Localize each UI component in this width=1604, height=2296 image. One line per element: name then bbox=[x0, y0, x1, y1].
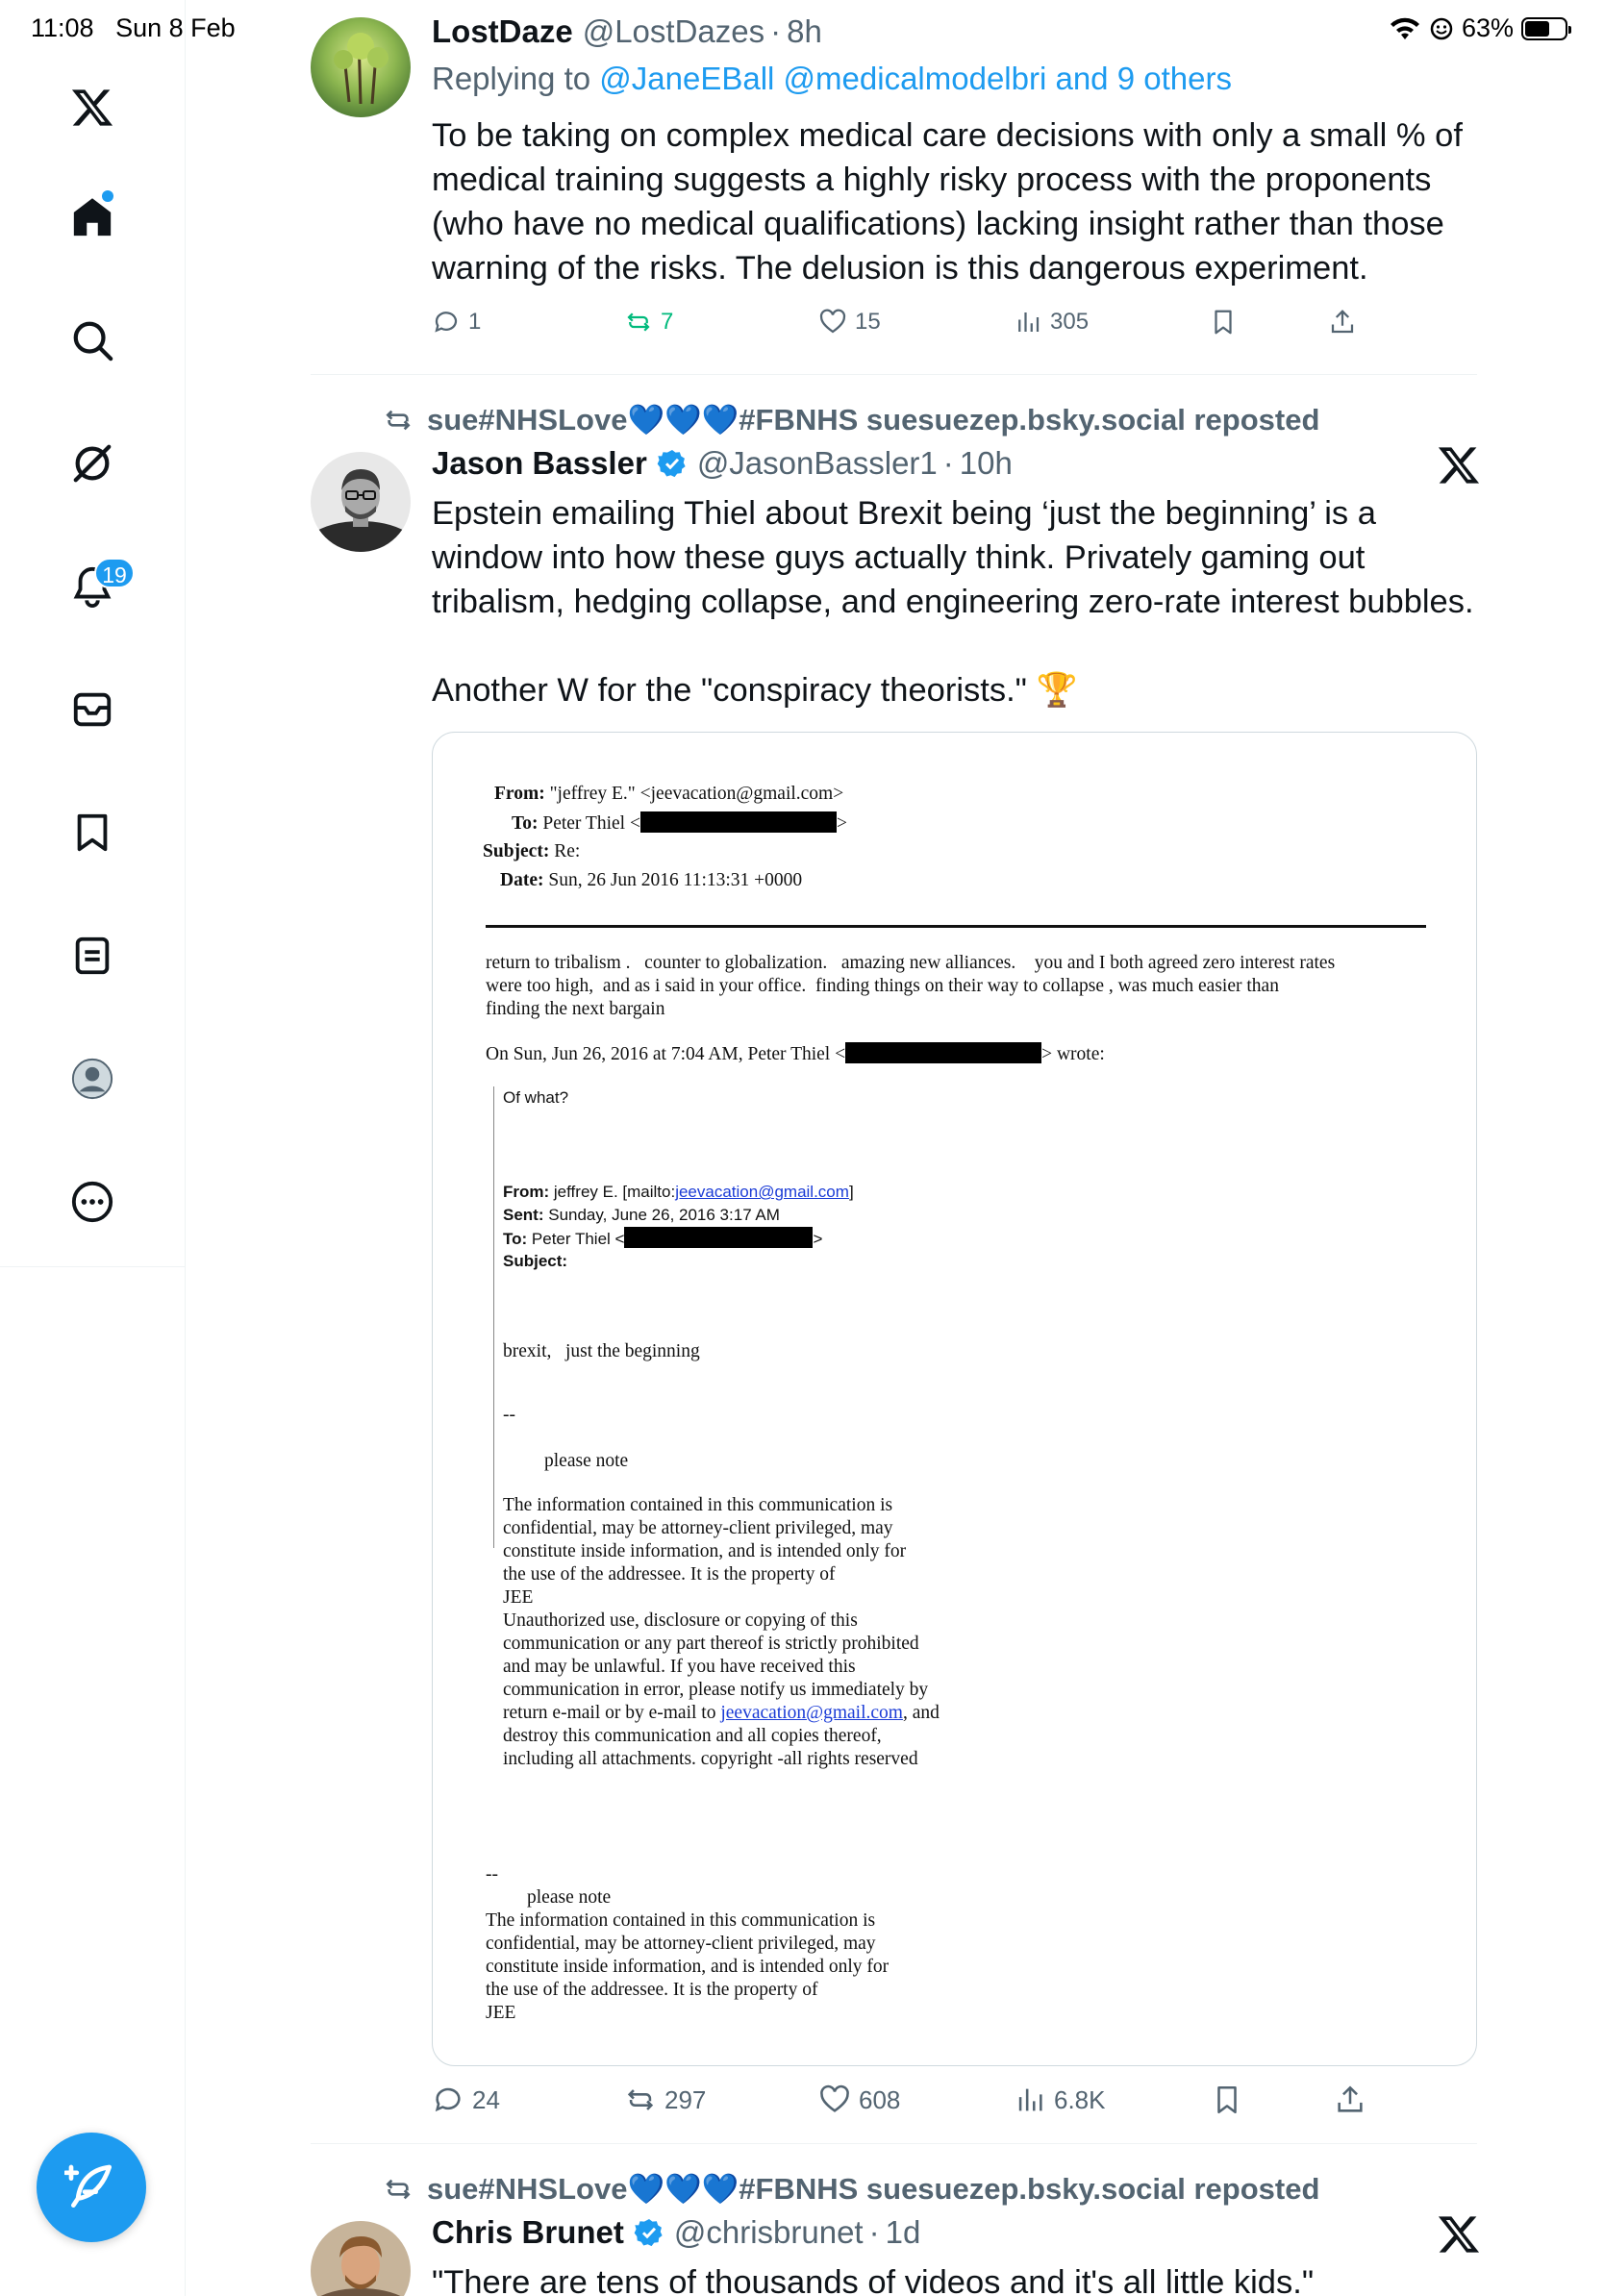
repost-context[interactable]: sue#NHSLove💙💙💙#FBNHS suesuezep.bsky.social reposted bbox=[383, 2171, 1319, 2207]
views-icon bbox=[1014, 2084, 1046, 2116]
x-logo-icon[interactable] bbox=[62, 77, 123, 138]
wifi-icon bbox=[1389, 16, 1421, 41]
email-date-line: Date: Sun, 26 Jun 2016 11:13:31 +0000 bbox=[500, 870, 803, 890]
heart-icon bbox=[818, 308, 847, 337]
display-name[interactable]: LostDaze bbox=[432, 13, 573, 49]
verified-badge-icon bbox=[634, 2217, 664, 2248]
quoted-subject-line: Subject: bbox=[503, 1252, 568, 1270]
separator-dot: · bbox=[942, 445, 954, 481]
sidebar bbox=[0, 0, 186, 1267]
like-button[interactable]: 608 bbox=[818, 2084, 900, 2116]
repost-icon bbox=[383, 405, 414, 436]
avatar[interactable] bbox=[311, 452, 411, 552]
tweet-text: To be taking on complex medical care decisions with only a small % of medical training suggests a highly risky process with the proponents (who have no medical qualifications) lacking insight rather than those warning of the risks. The delusion is this dangerous experiment. bbox=[432, 117, 1463, 287]
reply-icon bbox=[432, 2084, 464, 2116]
quoted-from-line: From: jeffrey E. [mailto:jeevacation@gmail.com] bbox=[503, 1183, 854, 1201]
search-icon[interactable] bbox=[62, 310, 123, 371]
x-source-icon bbox=[1437, 443, 1481, 487]
email-separator bbox=[486, 925, 1426, 928]
bookmark-button[interactable] bbox=[1209, 308, 1238, 337]
verified-badge-icon bbox=[657, 448, 688, 479]
like-button[interactable]: 15 bbox=[818, 308, 881, 337]
redaction bbox=[640, 811, 837, 833]
share-button[interactable] bbox=[1334, 2084, 1366, 2116]
x-source-icon bbox=[1437, 2212, 1481, 2257]
grok-icon[interactable] bbox=[62, 433, 123, 494]
tweet-header bbox=[432, 445, 1013, 482]
battery-level bbox=[1525, 21, 1549, 37]
views-icon bbox=[1014, 308, 1042, 337]
share-icon bbox=[1334, 2084, 1366, 2116]
email-subject-line: Subject: Re: bbox=[483, 841, 581, 861]
status-time: 11:08 Sun 8 Feb bbox=[31, 13, 236, 42]
profile-icon[interactable] bbox=[62, 1048, 123, 1110]
email-body-1: return to tribalism . counter to globalization. amazing new alliances. you and I both agreed zero interest rates bbox=[486, 953, 1336, 973]
avatar[interactable] bbox=[311, 17, 411, 117]
email-body-2: were too high, and as i said in your office. finding things on their way to collapse , was much easier than bbox=[486, 976, 1279, 996]
reply-button[interactable]: 24 bbox=[432, 2084, 500, 2116]
quoted-of-what: Of what? bbox=[503, 1088, 569, 1107]
sig-dash: -- bbox=[503, 1405, 515, 1425]
repost-icon bbox=[624, 2084, 657, 2116]
handle[interactable]: @LostDazes bbox=[582, 13, 765, 49]
quoted-to-line: To: Peter Thiel < > bbox=[503, 1227, 822, 1251]
notifications-badge: 19 bbox=[94, 558, 135, 588]
quote-bar bbox=[493, 1086, 494, 1548]
share-icon bbox=[1328, 308, 1357, 337]
tweet-header bbox=[432, 2214, 920, 2251]
quoted-sent-line: Sent: Sunday, June 26, 2016 3:17 AM bbox=[503, 1206, 780, 1224]
replying-to-link[interactable]: @JaneEBall @medicalmodelbri and 9 others bbox=[599, 61, 1232, 96]
quoted-brexit: brexit, just the beginning bbox=[503, 1341, 700, 1361]
repost-icon bbox=[383, 2174, 414, 2205]
handle[interactable]: @chrisbrunet bbox=[673, 2214, 864, 2250]
please-note: please note bbox=[544, 1451, 629, 1471]
focus-icon bbox=[1429, 16, 1454, 41]
avatar[interactable] bbox=[311, 2221, 411, 2296]
tweet-divider bbox=[311, 2143, 1477, 2144]
redaction bbox=[845, 1042, 1041, 1063]
battery-percent: 63% bbox=[1461, 13, 1514, 42]
compose-button[interactable] bbox=[37, 2133, 146, 2242]
email-quote-header: On Sun, Jun 26, 2016 at 7:04 AM, Peter Thiel < > wrote: bbox=[486, 1044, 1105, 1064]
repost-icon bbox=[624, 308, 653, 337]
repost-button[interactable]: 297 bbox=[624, 2084, 706, 2116]
reply-icon bbox=[432, 308, 461, 337]
share-button[interactable] bbox=[1328, 308, 1357, 337]
tweet-header bbox=[432, 13, 822, 50]
lists-icon[interactable] bbox=[62, 925, 123, 986]
reply-button[interactable]: 1 bbox=[432, 308, 481, 337]
tweet-actions bbox=[432, 308, 1393, 346]
separator-dot: · bbox=[868, 2214, 880, 2250]
separator-dot: · bbox=[770, 13, 782, 49]
home-icon[interactable] bbox=[62, 187, 123, 248]
redaction bbox=[624, 1227, 813, 1248]
repost-context[interactable]: sue#NHSLove💙💙💙#FBNHS suesuezep.bsky.social reposted bbox=[383, 402, 1319, 437]
media-image[interactable]: From: "jeffrey E." <jeevacation@gmail.com> To: Peter Thiel < > Subject: Re: Date: Sun, 26 Jun 2016 11:13:31 +0000 return to tribalism . counter to globalization. amazing new alliances. you and I both agreed zero interest rates were too high, and as i said in your office. finding things on their way to collapse , was much easier than finding the next bargain On Sun, Jun 26, 2016 at 7:04 AM, Peter Thiel < > wrote: Of what? From: jeffrey E. [mailto:jeevacation@gmail.com] Sent: Sunday, June 26, 2016 3:17 AM To: Peter Thiel < > Subject: brexit, just the beginning -- please note The information contained in this communication is confidential, may be attorney-client privileged, may constitute inside information, and is intended only for the use of the addressee. It is the property of JEE Unauthorized use, disclosure or copying of this communication or any part thereof is strictly prohibited and may be unlawful. If you have received this communication in error, please notify us immediately by return e-mail or by e-mail to jeevacation@gmail.com, and destroy this communication and all copies thereof, including all attachments. copyright -all rights reserved -- please note The information contained in this communication is confidential, may be attorney-client privileged, may constitute inside information, and is intended only for the use of the addressee. It is the property of JEE bbox=[432, 732, 1477, 2066]
views-button[interactable]: 305 bbox=[1014, 308, 1089, 337]
notice-email-line: return e-mail or by e-mail to jeevacation@gmail.com, and bbox=[503, 1703, 940, 1723]
tweet-text-2: Another W for the "conspiracy theorists." 🏆 bbox=[432, 672, 1078, 709]
display-name[interactable]: Jason Bassler bbox=[432, 445, 647, 481]
bookmarks-icon[interactable] bbox=[62, 802, 123, 863]
tweet-text: Epstein emailing Thiel about Brexit being ‘just the beginning’ is a window into how these guys actually think. Privately gaming out tribalism, hedging collapse, and engineering zero-rate interest bubbles. bbox=[432, 495, 1474, 620]
tweet-text: "There are tens of thousands of videos and it's all little kids." bbox=[432, 2264, 1315, 2296]
timestamp[interactable]: 8h bbox=[787, 13, 822, 49]
tweet-divider bbox=[311, 374, 1477, 375]
heart-icon bbox=[818, 2084, 851, 2116]
views-button[interactable]: 6.8K bbox=[1014, 2084, 1106, 2116]
display-name[interactable]: Chris Brunet bbox=[432, 2214, 624, 2250]
bookmark-button[interactable] bbox=[1211, 2084, 1243, 2116]
repost-button[interactable]: 7 bbox=[624, 308, 673, 337]
email-from-line: From: "jeffrey E." <jeevacation@gmail.com> bbox=[494, 784, 844, 804]
compose-feather-icon bbox=[64, 2160, 118, 2214]
battery-icon bbox=[1521, 17, 1567, 40]
timestamp[interactable]: 10h bbox=[959, 445, 1013, 481]
sidebar-rail bbox=[185, 1267, 186, 2296]
messages-icon[interactable] bbox=[62, 679, 123, 740]
bookmark-icon bbox=[1209, 308, 1238, 337]
tweet-actions bbox=[432, 2084, 1393, 2122]
timestamp[interactable]: 1d bbox=[885, 2214, 921, 2250]
email-body-3: finding the next bargain bbox=[486, 999, 665, 1019]
bookmark-icon bbox=[1211, 2084, 1243, 2116]
email-to-line: To: Peter Thiel < > bbox=[512, 813, 847, 834]
more-icon[interactable] bbox=[62, 1171, 123, 1233]
handle[interactable]: @JasonBassler1 bbox=[696, 445, 938, 481]
status-indicators bbox=[1389, 13, 1567, 43]
home-unread-dot bbox=[102, 190, 113, 202]
replying-to: Replying to @JaneEBall @medicalmodelbri and 9 others bbox=[432, 61, 1232, 96]
